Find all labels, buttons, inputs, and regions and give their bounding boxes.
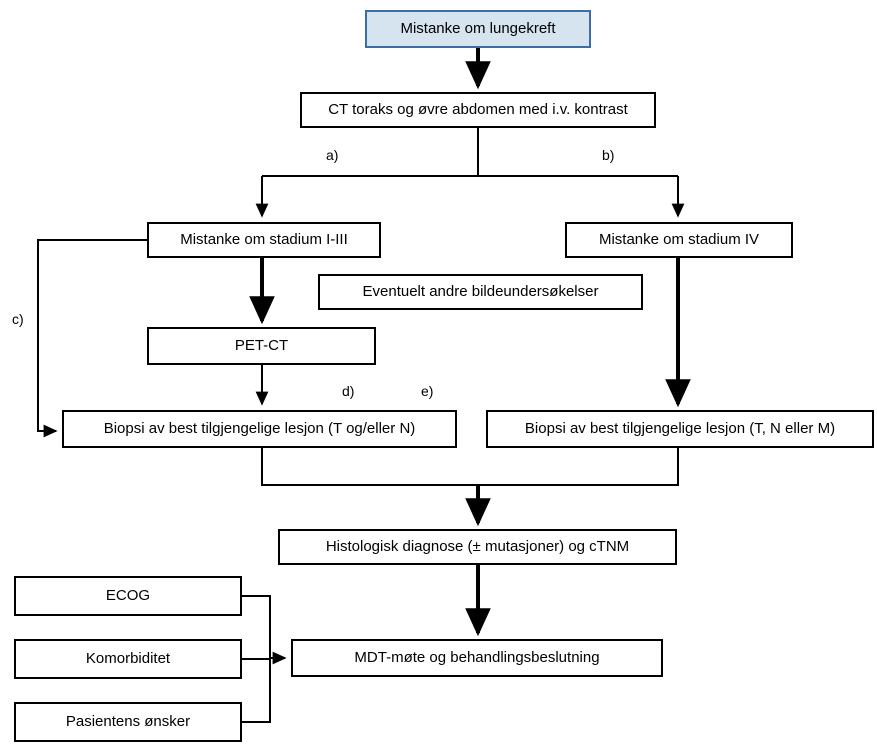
edge-c-feedback bbox=[38, 240, 147, 431]
annotation-c: c) bbox=[12, 311, 24, 327]
edge-biopsi-merge bbox=[262, 448, 678, 485]
node-mistanke-om-lungekreft[interactable] bbox=[365, 10, 591, 48]
annotation-b: b) bbox=[602, 147, 615, 163]
annotation-d: d) bbox=[342, 383, 355, 399]
node-mistanke-stadium-iv[interactable] bbox=[565, 222, 793, 258]
node-label: MDT-møte og behandlingsbeslutning bbox=[354, 649, 600, 666]
edge-onsker-bus bbox=[242, 658, 270, 722]
node-ecog[interactable] bbox=[14, 576, 242, 616]
edge-ecog-bus bbox=[242, 596, 270, 658]
node-mdt-mote[interactable] bbox=[291, 639, 663, 677]
node-label: Biopsi av best tilgjengelige lesjon (T og/eller N) bbox=[103, 420, 416, 437]
node-label: Mistanke om stadium I-III bbox=[180, 231, 348, 248]
node-eventuelt-andre-bildeundersokelser[interactable] bbox=[318, 274, 643, 310]
node-pasientens-onsker[interactable] bbox=[14, 702, 242, 742]
node-label: Histologisk diagnose (± mutasjoner) og cTNM bbox=[325, 538, 630, 555]
node-label: Komorbiditet bbox=[85, 650, 171, 667]
node-biopsi-t-og-eller-n[interactable] bbox=[62, 410, 457, 448]
node-komorbiditet[interactable] bbox=[14, 639, 242, 679]
node-label: CT toraks og øvre abdomen med i.v. kontrast bbox=[328, 101, 628, 118]
node-label: Mistanke om lungekreft bbox=[400, 20, 556, 37]
node-label: Eventuelt andre bildeundersøkelser bbox=[362, 283, 599, 300]
node-histologisk-diagnose[interactable] bbox=[278, 529, 677, 565]
node-label: PET-CT bbox=[234, 337, 289, 354]
node-ct-toraks[interactable] bbox=[300, 92, 656, 128]
node-label: Mistanke om stadium IV bbox=[598, 231, 760, 248]
node-biopsi-t-n-eller-m[interactable] bbox=[486, 410, 874, 448]
node-mistanke-stadium-i-iii[interactable] bbox=[147, 222, 381, 258]
node-label: Biopsi av best tilgjengelige lesjon (T, N eller M) bbox=[524, 420, 836, 437]
node-label: Pasientens ønsker bbox=[65, 713, 191, 730]
node-label: ECOG bbox=[105, 587, 151, 604]
annotation-a: a) bbox=[326, 147, 339, 163]
node-pet-ct[interactable] bbox=[147, 327, 376, 365]
annotation-e: e) bbox=[421, 383, 434, 399]
